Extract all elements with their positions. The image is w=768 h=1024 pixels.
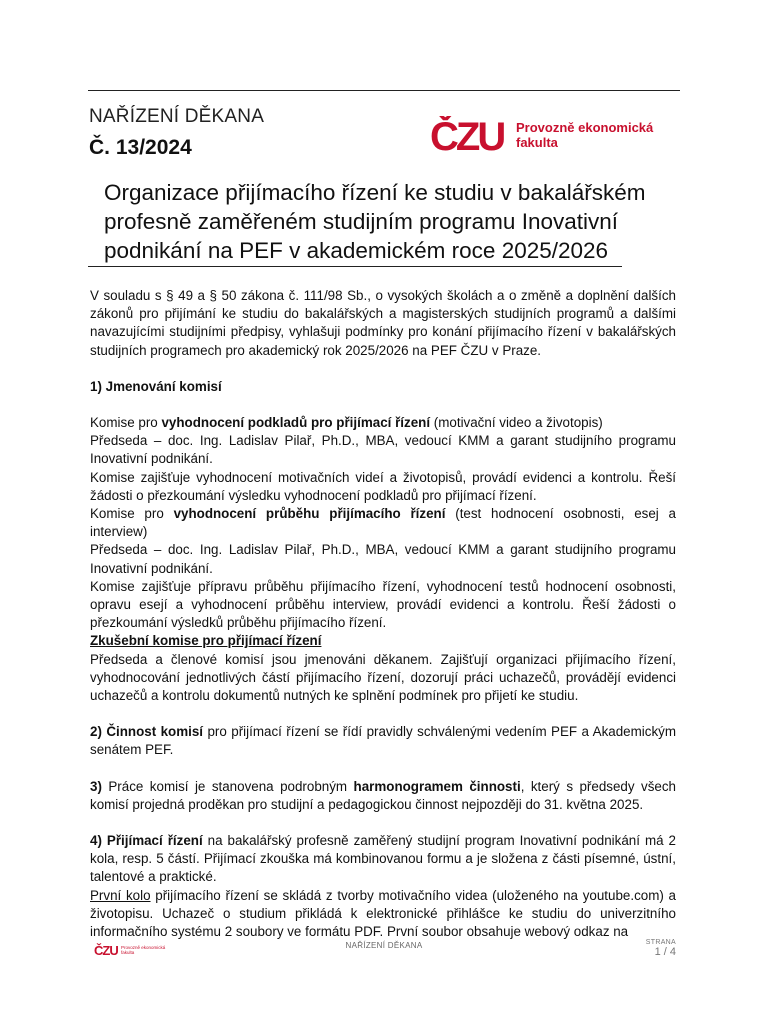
logo-text-line-2: fakulta xyxy=(516,135,558,150)
title-underline-rule xyxy=(88,266,622,267)
intro-paragraph: V souladu s § 49 a § 50 zákona č. 111/98 Sb., o vysokých školách a o změně a doplnění dalších zákonů pro přijímání ke studiu do bakalářských a magisterských studijních programů a dalšími navazujícími studijními předpisy, vyhlašuji podmínky pro konání přijímacího řízení v bakalářských studijních programech pro akademický rok 2025/2026 na PEF ČZU v Praze. xyxy=(90,288,676,358)
footer-page-number: 1 / 4 xyxy=(654,946,676,958)
footer-page-indicator xyxy=(646,939,676,958)
s1-paragraph-6: Komise zajišťuje přípravu průběhu přijímacího řízení, vyhodnocení testů hodnocení osobnosti, opravu esejí a vyhodnocení průběhu interview, provádí evidenci a kontrolu. Řeší žádosti o přezkoumání výsledků průběhu přijímacího řízení. xyxy=(90,578,676,631)
footer-document-type: NAŘÍZENÍ DĚKANA xyxy=(345,941,423,950)
s2-number: 2) xyxy=(90,724,107,740)
section-1-heading-text: 1) Jmenování komisí xyxy=(90,378,222,394)
section-1-heading xyxy=(90,378,676,396)
document-number: Č. 13/2024 xyxy=(89,136,192,159)
s2-text: pro přijímací řízení se řídí pravidly schválenými vedením PEF a Akademickým senátem PEF. xyxy=(90,724,676,758)
section-2-paragraph xyxy=(90,723,676,759)
s1-paragraph-1 xyxy=(90,414,676,432)
s4-number: 4) xyxy=(90,833,107,849)
s2-bold: Činnost komisí xyxy=(106,724,204,740)
s1-p4-bold: vyhodnocení průběhu přijímacího řízení xyxy=(173,506,446,522)
s1-p1-bold: vyhodnocení podkladů pro přijímací řízení xyxy=(161,415,431,431)
s3-bold: harmonogramem činnosti xyxy=(353,778,521,794)
s4-bold: Přijímací řízení xyxy=(106,833,203,849)
s1-paragraph-2: Předseda – doc. Ing. Ladislav Pilař, Ph.D., MBA, vedoucí KMM a garant studijního programu Inovativní podnikání. xyxy=(90,433,676,467)
document-title: Organizace přijímacího řízení ke studiu v bakalářském profesně zaměřeném studijním programu Inovativní podnikání na PEF v akademickém roce 2025/2026 xyxy=(104,180,646,263)
s1-paragraph-3: Komise zajišťuje vyhodnocení motivačních videí a životopisů, provádí evidenci a kontrolu. Řeší žádosti o přezkoumání výsledku vyhodnocení podkladů pro přijímací řízení. xyxy=(90,469,676,503)
document-type-label: NAŘÍZENÍ DĚKANA xyxy=(89,106,265,127)
footer-page-label: STRANA xyxy=(645,939,676,946)
header-top-rule xyxy=(88,90,680,91)
czu-pef-logo xyxy=(430,116,653,154)
s3-text-2: , který s předsedy všech komisí projedná proděkan pro studijní a pedagogickou činnost nejpozději do 31. května 2025. xyxy=(90,778,676,812)
exam-committee-heading: Zkušební komise pro přijímací řízení xyxy=(90,633,322,649)
first-round-underlined: První kolo xyxy=(90,887,151,903)
logo-letters: ČZU xyxy=(430,116,504,154)
footer-logo-letters: ČZU xyxy=(94,943,118,957)
s1-paragraph-8: Předseda a členové komisí jsou jmenováni děkanem. Zajišťují organizaci přijímacího řízení, vyhodnocování jednotlivých částí přijímacího řízení, dozorují práci uchazečů, provádějí evidenci uchazečů a kontrolu dokumentů nutných ke splnění podmínek pro přijetí ke studiu. xyxy=(90,651,676,704)
logo-text-line-1: Provozně ekonomická xyxy=(516,120,654,135)
s1-paragraph-5: Předseda – doc. Ing. Ladislav Pilař, Ph.D., MBA, vedoucí KMM a garant studijního programu Inovativní podnikání. xyxy=(90,542,676,576)
s1-paragraph-7 xyxy=(90,632,676,650)
s1-paragraph-4 xyxy=(90,505,676,541)
s1-p1-suffix: (motivační video a životopis) xyxy=(430,415,603,431)
logo-faculty-name xyxy=(516,120,653,150)
document-body xyxy=(90,287,676,941)
czu-logo-icon xyxy=(430,116,508,154)
footer-logo-text-2: fakulta xyxy=(121,950,135,955)
s3-number: 3) xyxy=(90,778,102,794)
s1-p4-prefix: Komise pro xyxy=(90,506,174,522)
footer-logo-text-1: Provozně ekonomická xyxy=(121,945,166,950)
s4-text: na bakalářský profesně zaměřený studijní program Inovativní podnikání má 2 kola, resp. 5 částí. Přijímací zkouška má kombinovanou formu a je složena z části písemné, ústní, talentové a praktické. xyxy=(90,833,676,885)
section-3-paragraph xyxy=(90,778,676,814)
s4-p2-text: přijímacího řízení se skládá z tvorby motivačního videa (uloženého na youtube.com) a životopisu. Uchazeč o studium přikládá k elektronické přihlášce ke studiu do univerzitního informačního systému 2 soubory ve formátu PDF. První soubor obsahuje webový odkaz na xyxy=(90,887,676,940)
section-4-paragraph xyxy=(90,832,676,887)
section-4-paragraph-2 xyxy=(90,887,676,942)
s3-text-1: Práce komisí je stanovena podrobným xyxy=(101,778,354,794)
s1-p4-suffix: (test hodnocení osobnosti, esej a interview) xyxy=(90,506,676,540)
s1-p1-prefix: Komise pro xyxy=(90,415,162,431)
